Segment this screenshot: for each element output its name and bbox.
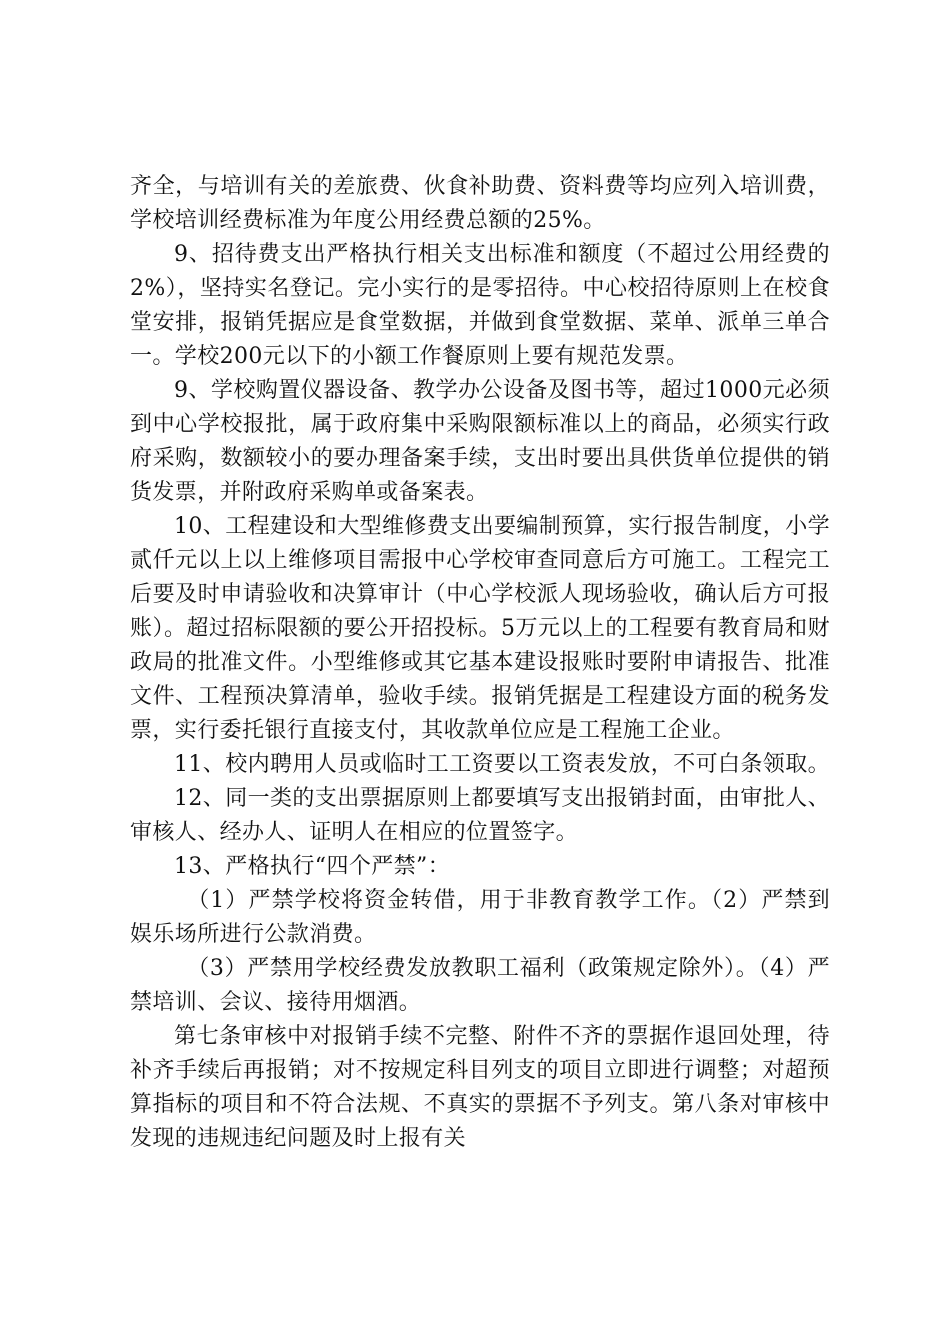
paragraph-temporary-wages: 11、校内聘用人员或临时工工资要以工资表发放，不可白条领取。 bbox=[174, 752, 830, 777]
paragraph-hospitality-fees: 9、招待费支出严格执行相关支出标准和额度（不超过公用经费的2%），坚持实名登记。完小实行的是零招待。中心校招待原则上在校食堂安排，报销凭据应是食堂数据，并做到食堂数据、菜单、派单三单合一。学校200元以下的小额工作餐原则上要有规范发票。 bbox=[130, 242, 830, 369]
paragraph-prohibitions-3-4: （3）严禁用学校经费发放教职工福利（政策规定除外）。（4）严禁培训、会议、接待用烟酒。 bbox=[130, 956, 830, 1015]
paragraph-construction-repair: 10、工程建设和大型维修费支出要编制预算，实行报告制度，小学贰仟元以上以上维修项目需报中心学校审查同意后方可施工。工程完工后要及时申请验收和决算审计（中心学校派人现场验收，确认后方可报账）。超过招标限额的要公开招投标。5万元以上的工程要有教育局和财政局的批准文件。小型维修或其它基本建设报账时要附申请报告、批准文件、工程预决算清单，验收手续。报销凭据是工程建设方面的税务发票，实行委托银行直接支付，其收款单位应是工程施工企业。 bbox=[130, 514, 830, 743]
paragraph-training-fees: 齐全，与培训有关的差旅费、伙食补助费、资料费等均应列入培训费，学校培训经费标准为年度公用经费总额的25%。 bbox=[130, 174, 830, 233]
paragraph-prohibitions-1-2: （1）严禁学校将资金转借，用于非教育教学工作。（2）严禁到娱乐场所进行公款消费。 bbox=[130, 888, 830, 947]
document-body bbox=[130, 170, 830, 1156]
paragraph-article-seven-eight: 第七条审核中对报销手续不完整、附件不齐的票据作退回处理，待补齐手续后再报销；对不按规定科目列支的项目立即进行调整；对超预算指标的项目和不符合法规、不真实的票据不予列支。第八条对审核中发现的违规违纪问题及时上报有关 bbox=[130, 1024, 830, 1151]
paragraph-four-prohibitions-heading: 13、严格执行“四个严禁”： bbox=[174, 854, 451, 879]
paragraph-expense-cover: 12、同一类的支出票据原则上都要填写支出报销封面，由审批人、审核人、经办人、证明人在相应的位置签字。 bbox=[130, 786, 830, 845]
paragraph-equipment-purchase: 9、学校购置仪器设备、教学办公设备及图书等，超过1000元必须到中心学校报批，属于政府集中采购限额标准以上的商品，必须实行政府采购，数额较小的要办理备案手续，支出时要出具供货单位提供的销货发票，并附政府采购单或备案表。 bbox=[130, 378, 830, 505]
